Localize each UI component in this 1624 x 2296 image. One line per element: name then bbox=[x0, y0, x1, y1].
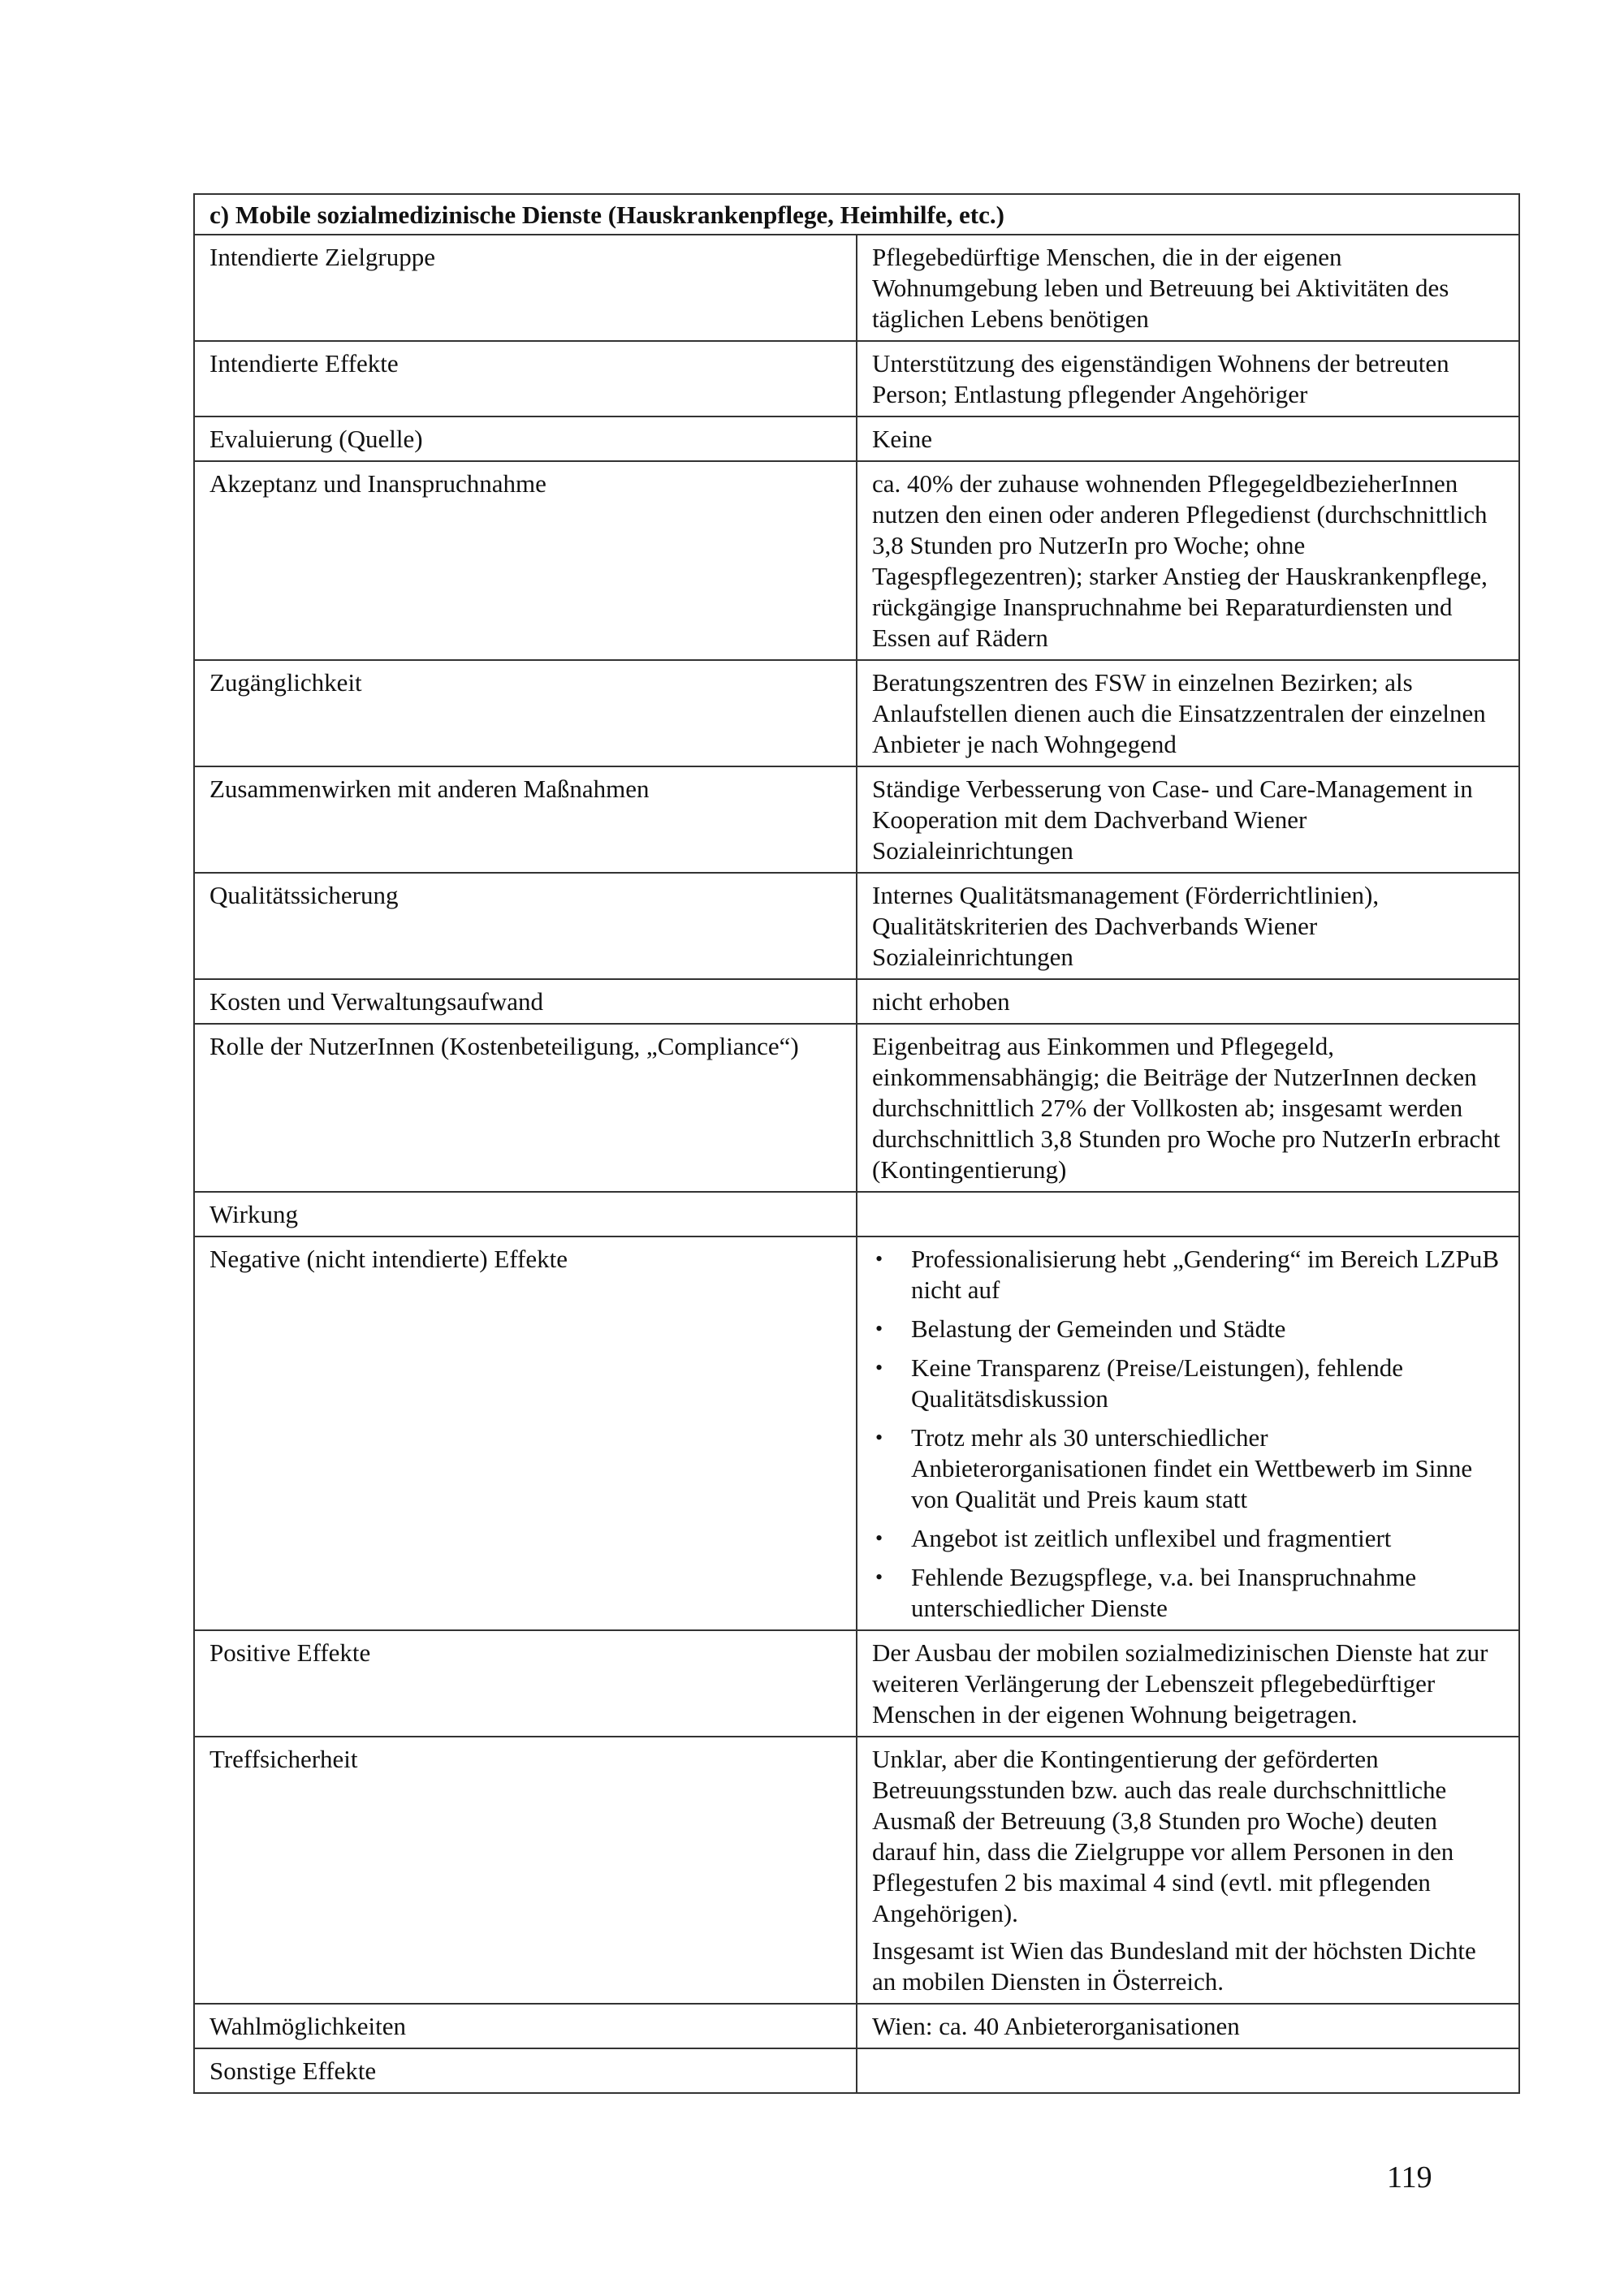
table-row bbox=[194, 416, 1519, 461]
list-item-text: Trotz mehr als 30 unterschiedlicher Anbieterorganisationen findet ein Wettbewerb im Sinne von Qualität und Preis kaum statt bbox=[911, 1423, 1473, 1513]
row-value bbox=[857, 1737, 1519, 2004]
table-row bbox=[194, 341, 1519, 416]
bullet-icon: • bbox=[875, 1565, 883, 1589]
row-value: Wien: ca. 40 Anbieterorganisationen bbox=[857, 2004, 1519, 2048]
row-value: Der Ausbau der mobilen sozialmedizinischen Dienste hat zur weiteren Verlängerung der Lebenszeit pflegebedürftiger Menschen in der eigenen Wohnung beigetragen. bbox=[857, 1630, 1519, 1737]
table-row bbox=[194, 1192, 1519, 1236]
row-value: Pflegebedürftige Menschen, die in der eigenen Wohnumgebung leben und Betreuung bei Aktivitäten des täglichen Lebens benötigen bbox=[857, 235, 1519, 341]
table-row bbox=[194, 461, 1519, 660]
row-value: Eigenbeitrag aus Einkommen und Pflegegeld, einkommensabhängig; die Beiträge der NutzerInnen decken durchschnittlich 27% der Vollkosten ab; insgesamt werden durchschnittlich 3,8 Stunden pro Woche pro NutzerIn erbracht (Kontingentierung) bbox=[857, 1024, 1519, 1192]
table-row bbox=[194, 235, 1519, 341]
table-row bbox=[194, 660, 1519, 766]
bullet-icon: • bbox=[875, 1526, 883, 1550]
row-label: Wahlmöglichkeiten bbox=[194, 2004, 857, 2048]
row-label: Wirkung bbox=[194, 1192, 857, 1236]
row-label: Sonstige Effekte bbox=[194, 2048, 857, 2093]
row-label: Positive Effekte bbox=[194, 1630, 857, 1737]
list-item bbox=[872, 1562, 1505, 1624]
table-row bbox=[194, 1024, 1519, 1192]
row-label: Intendierte Zielgruppe bbox=[194, 235, 857, 341]
list-item-text: Angebot ist zeitlich unflexibel und fragmentiert bbox=[911, 1524, 1392, 1552]
row-label: Zugänglichkeit bbox=[194, 660, 857, 766]
paragraph: Insgesamt ist Wien das Bundesland mit der höchsten Dichte an mobilen Diensten in Österreich. bbox=[872, 1936, 1476, 1996]
row-value: nicht erhoben bbox=[857, 979, 1519, 1024]
list-item bbox=[872, 1523, 1505, 1554]
list-item-text: Keine Transparenz (Preise/Leistungen), fehlende Qualitätsdiskussion bbox=[911, 1353, 1404, 1413]
list-item bbox=[872, 1353, 1505, 1414]
row-label: Rolle der NutzerInnen (Kostenbeteiligung, „Compliance“) bbox=[194, 1024, 857, 1192]
list-item-text: Belastung der Gemeinden und Städte bbox=[911, 1314, 1286, 1343]
row-label: Kosten und Verwaltungsaufwand bbox=[194, 979, 857, 1024]
row-label: Intendierte Effekte bbox=[194, 341, 857, 416]
row-label: Negative (nicht intendierte) Effekte bbox=[194, 1236, 857, 1630]
row-value: Ständige Verbesserung von Case- und Care-Management in Kooperation mit dem Dachverband Wiener Sozialeinrichtungen bbox=[857, 766, 1519, 873]
row-label: Treffsicherheit bbox=[194, 1737, 857, 2004]
row-value bbox=[857, 1192, 1519, 1236]
measure-evaluation-table bbox=[193, 193, 1520, 2094]
table-row bbox=[194, 2048, 1519, 2093]
row-value: ca. 40% der zuhause wohnenden PflegegeldbezieherInnen nutzen den einen oder anderen Pflegedienst (durchschnittlich 3,8 Stunden pro NutzerIn pro Woche; ohne Tagespflegezentren); starker Anstieg der Hauskrankenpflege, rückgängige Inanspruchnahme bei Reparaturdiensten und Essen auf Rädern bbox=[857, 461, 1519, 660]
row-label: Qualitätssicherung bbox=[194, 873, 857, 979]
row-label: Zusammenwirken mit anderen Maßnahmen bbox=[194, 766, 857, 873]
paragraph: Unklar, aber die Kontingentierung der geförderten Betreuungsstunden bzw. auch das reale durchschnittliche Ausmaß der Betreuung (3,8 Stunden pro Woche) deuten darauf hin, dass die Zielgruppe vor allem Personen in den Pflegestufen 2 bis maximal 4 sind (evtl. mit pflegenden Angehörigen). bbox=[872, 1745, 1454, 1927]
row-value bbox=[857, 2048, 1519, 2093]
table-row bbox=[194, 1630, 1519, 1737]
bullet-icon: • bbox=[875, 1426, 883, 1449]
list-item bbox=[872, 1314, 1505, 1344]
table-title: c) Mobile sozialmedizinische Dienste (Hauskrankenpflege, Heimhilfe, etc.) bbox=[194, 194, 1519, 235]
table-row bbox=[194, 2004, 1519, 2048]
list-item-text: Fehlende Bezugspflege, v.a. bei Inanspruchnahme unterschiedlicher Dienste bbox=[911, 1563, 1417, 1622]
row-value: Keine bbox=[857, 416, 1519, 461]
bullet-icon: • bbox=[875, 1317, 883, 1340]
bullet-icon: • bbox=[875, 1247, 883, 1271]
bullet-icon: • bbox=[875, 1356, 883, 1379]
table-row bbox=[194, 1737, 1519, 2004]
row-value: Unterstützung des eigenständigen Wohnens der betreuten Person; Entlastung pflegender Angehöriger bbox=[857, 341, 1519, 416]
negative-effects-list bbox=[872, 1244, 1505, 1624]
table-title-row bbox=[194, 194, 1519, 235]
list-item bbox=[872, 1244, 1505, 1306]
page-number: 119 bbox=[1387, 2160, 1432, 2195]
row-value: Internes Qualitätsmanagement (Förderrichtlinien), Qualitätskriterien des Dachverbands Wiener Sozialeinrichtungen bbox=[857, 873, 1519, 979]
row-label: Evaluierung (Quelle) bbox=[194, 416, 857, 461]
table-row bbox=[194, 873, 1519, 979]
table-row bbox=[194, 1236, 1519, 1630]
table-row bbox=[194, 979, 1519, 1024]
list-item-text: Professionalisierung hebt „Gendering“ im Bereich LZPuB nicht auf bbox=[911, 1245, 1500, 1304]
table-row bbox=[194, 766, 1519, 873]
row-label: Akzeptanz und Inanspruchnahme bbox=[194, 461, 857, 660]
row-value bbox=[857, 1236, 1519, 1630]
list-item bbox=[872, 1422, 1505, 1515]
row-value: Beratungszentren des FSW in einzelnen Bezirken; als Anlaufstellen dienen auch die Einsatzzentralen der einzelnen Anbieter je nach Wohngegend bbox=[857, 660, 1519, 766]
